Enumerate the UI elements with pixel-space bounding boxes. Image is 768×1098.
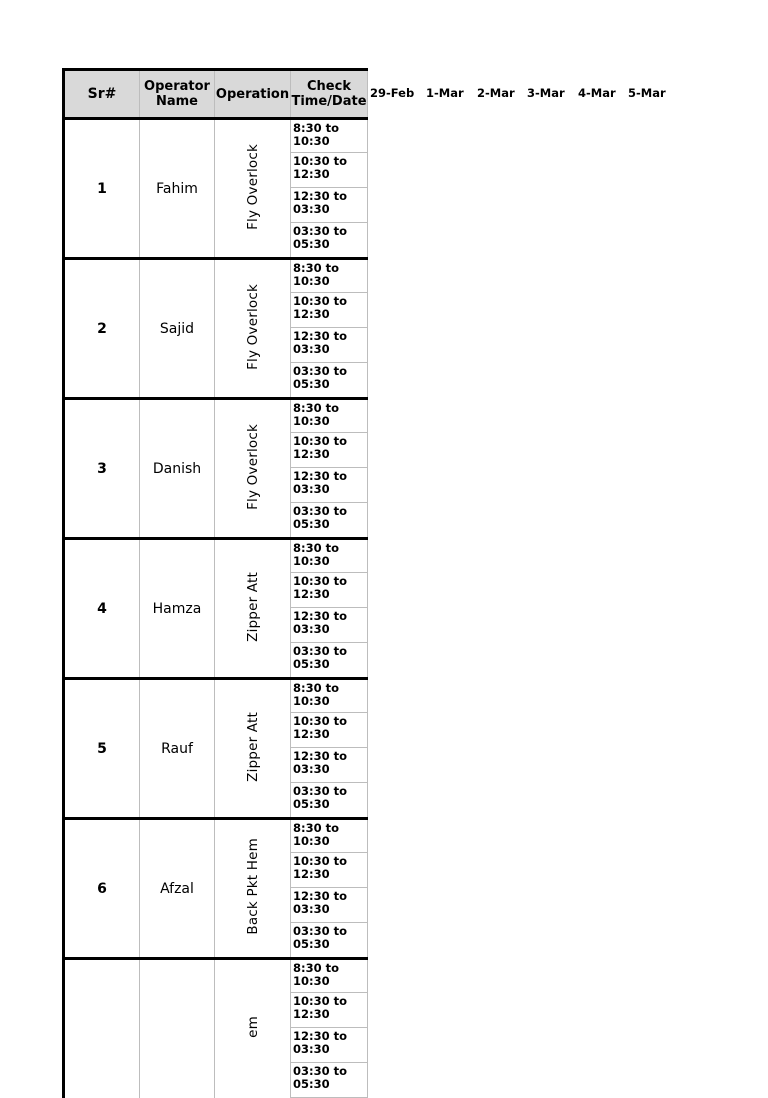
- date-header[interactable]: 4-Mar: [578, 86, 616, 100]
- time-slot-cell[interactable]: 10:30 to 12:30: [291, 573, 368, 608]
- time-slot-cell[interactable]: 8:30 to 10:30: [291, 959, 368, 993]
- table-body: [64, 119, 368, 1098]
- sr-cell[interactable]: 3: [64, 399, 140, 539]
- table-row: [64, 399, 368, 433]
- operation-label: Back Pkt Hem: [244, 838, 261, 935]
- time-slot-cell[interactable]: 03:30 to 05:30: [291, 1063, 368, 1098]
- time-slot-cell[interactable]: 8:30 to 10:30: [291, 119, 368, 153]
- time-slot-cell[interactable]: 03:30 to 05:30: [291, 923, 368, 959]
- time-slot-cell[interactable]: 10:30 to 12:30: [291, 713, 368, 748]
- header-operation[interactable]: Operation: [215, 70, 291, 119]
- time-slot-cell[interactable]: 12:30 to 03:30: [291, 328, 368, 363]
- header-sr[interactable]: Sr#: [64, 70, 140, 119]
- sr-cell[interactable]: 6: [64, 819, 140, 959]
- sr-cell[interactable]: 4: [64, 539, 140, 679]
- operator-name-cell[interactable]: Sajid: [140, 259, 215, 399]
- sr-cell[interactable]: 5: [64, 679, 140, 819]
- date-header[interactable]: 1-Mar: [426, 86, 464, 100]
- table-row: [64, 259, 368, 293]
- operator-name-cell[interactable]: Danish: [140, 399, 215, 539]
- operation-cell[interactable]: [215, 819, 291, 959]
- header-check-time-date[interactable]: Check Time/Date: [291, 70, 368, 119]
- time-slot-cell[interactable]: 10:30 to 12:30: [291, 153, 368, 188]
- time-slot-cell[interactable]: 10:30 to 12:30: [291, 433, 368, 468]
- time-slot-cell[interactable]: 03:30 to 05:30: [291, 783, 368, 819]
- time-slot-cell[interactable]: 10:30 to 12:30: [291, 293, 368, 328]
- operation-cell[interactable]: [215, 539, 291, 679]
- operation-label: Fly Overlock: [244, 423, 261, 510]
- sr-cell[interactable]: 1: [64, 119, 140, 259]
- operation-label: Fly Overlock: [244, 283, 261, 370]
- date-header[interactable]: 5-Mar: [628, 86, 666, 100]
- table-row: [64, 819, 368, 853]
- operator-name-cell[interactable]: [140, 959, 215, 1098]
- date-header-row: [370, 86, 678, 100]
- operator-name-cell[interactable]: Fahim: [140, 119, 215, 259]
- operator-name-cell[interactable]: Rauf: [140, 679, 215, 819]
- table-row: [64, 679, 368, 713]
- time-slot-cell[interactable]: 8:30 to 10:30: [291, 679, 368, 713]
- time-slot-cell[interactable]: 03:30 to 05:30: [291, 643, 368, 679]
- time-slot-cell[interactable]: 8:30 to 10:30: [291, 259, 368, 293]
- time-slot-cell[interactable]: 12:30 to 03:30: [291, 888, 368, 923]
- operation-label: Fly Overlock: [244, 143, 261, 230]
- time-slot-cell[interactable]: 12:30 to 03:30: [291, 608, 368, 643]
- time-slot-cell[interactable]: 03:30 to 05:30: [291, 363, 368, 399]
- operation-cell[interactable]: [215, 679, 291, 819]
- operation-cell[interactable]: [215, 399, 291, 539]
- operation-label: Zipper Att: [244, 571, 261, 642]
- operation-cell[interactable]: [215, 119, 291, 259]
- date-header[interactable]: 3-Mar: [527, 86, 565, 100]
- date-header[interactable]: 29-Feb: [370, 86, 415, 100]
- sr-cell[interactable]: 2: [64, 259, 140, 399]
- time-slot-cell[interactable]: 8:30 to 10:30: [291, 539, 368, 573]
- time-slot-cell[interactable]: 03:30 to 05:30: [291, 503, 368, 539]
- sr-cell[interactable]: [64, 959, 140, 1098]
- time-slot-cell[interactable]: 10:30 to 12:30: [291, 853, 368, 888]
- operation-label: Zipper Att: [244, 711, 261, 782]
- header-row: [64, 70, 368, 119]
- time-slot-cell[interactable]: 12:30 to 03:30: [291, 468, 368, 503]
- time-slot-cell[interactable]: 8:30 to 10:30: [291, 399, 368, 433]
- table-row: [64, 539, 368, 573]
- operation-cell[interactable]: [215, 259, 291, 399]
- operator-check-table: [62, 68, 368, 1098]
- time-slot-cell[interactable]: 10:30 to 12:30: [291, 993, 368, 1028]
- header-operator-name[interactable]: Operator Name: [140, 70, 215, 119]
- operation-cell[interactable]: [215, 959, 291, 1098]
- time-slot-cell[interactable]: 12:30 to 03:30: [291, 188, 368, 223]
- operator-name-cell[interactable]: Hamza: [140, 539, 215, 679]
- spreadsheet: [62, 68, 367, 1091]
- time-slot-cell[interactable]: 8:30 to 10:30: [291, 819, 368, 853]
- time-slot-cell[interactable]: 12:30 to 03:30: [291, 748, 368, 783]
- operation-label: em: [244, 1015, 261, 1038]
- time-slot-cell[interactable]: 12:30 to 03:30: [291, 1028, 368, 1063]
- operator-name-cell[interactable]: Afzal: [140, 819, 215, 959]
- table-row: [64, 119, 368, 153]
- table-row: [64, 959, 368, 993]
- time-slot-cell[interactable]: 03:30 to 05:30: [291, 223, 368, 259]
- date-header[interactable]: 2-Mar: [477, 86, 515, 100]
